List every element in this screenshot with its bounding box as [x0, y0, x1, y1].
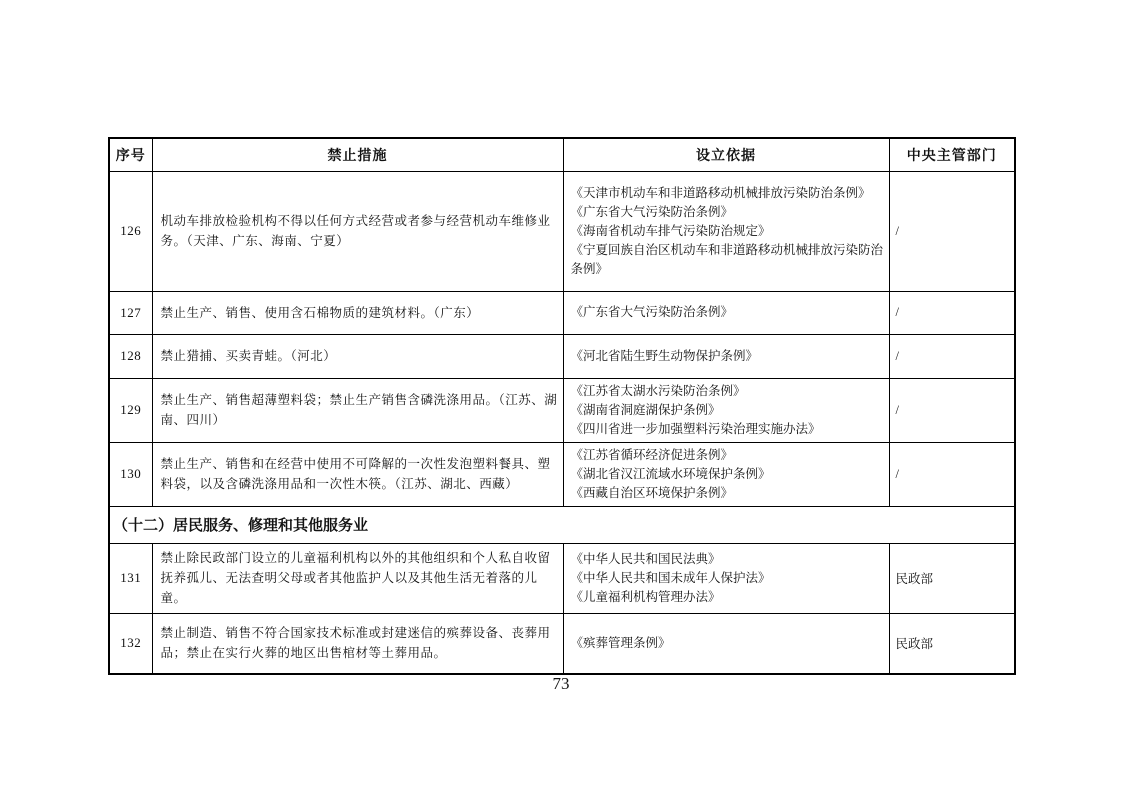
- col-header-basis: 设立依据: [563, 138, 889, 171]
- section-header-cell: （十二）居民服务、修理和其他服务业: [109, 506, 1015, 543]
- basis-line: 《河北省陆生野生动物保护条例》: [570, 348, 759, 363]
- basis-line: 《广东省大气污染防治条例》: [570, 305, 734, 319]
- row-number-cell: 131: [109, 543, 152, 613]
- measure-cell: 禁止生产、销售、使用含石棉物质的建筑材料。（广东）: [152, 291, 563, 334]
- header-row: [109, 138, 1015, 171]
- basis-line: 《四川省进一步加强塑料污染治理实施办法》: [570, 421, 821, 436]
- basis-line: 《中华人民共和国民法典》: [570, 551, 721, 566]
- measure-cell: 机动车排放检验机构不得以任何方式经营或者参与经营机动车维修业务。（天津、广东、海南、宁夏）: [152, 171, 563, 291]
- dept-cell: /: [889, 442, 1015, 506]
- basis-line: 《儿童福利机构管理办法》: [570, 589, 721, 604]
- col-header-measure: 禁止措施: [152, 138, 563, 171]
- prohibition-table: [108, 137, 1016, 675]
- basis-line: 《殡葬管理条例》: [570, 635, 671, 650]
- section-row: [109, 506, 1015, 543]
- row-number-cell: 132: [109, 613, 152, 674]
- basis-line: 《湖南省洞庭湖保护条例》: [570, 402, 721, 417]
- basis-cell: [563, 613, 889, 674]
- measure-cell: 禁止除民政部门设立的儿童福利机构以外的其他组织和个人私自收留抚养孤儿、无法查明父母或者其他监护人以及其他生活无着落的儿童。: [152, 543, 563, 613]
- dept-cell: 民政部: [889, 613, 1015, 674]
- measure-cell: 禁止生产、销售超薄塑料袋；禁止生产销售含磷洗涤用品。（江苏、湖南、四川）: [152, 378, 563, 442]
- basis-cell: [563, 334, 889, 378]
- basis-line: 《宁夏回族自治区机动车和非道路移动机械排放污染防治条例》: [570, 242, 884, 276]
- table-row: [109, 291, 1015, 334]
- basis-line: 《西藏自治区环境保护条例》: [570, 485, 734, 500]
- basis-line: 《江苏省太湖水污染防治条例》: [570, 383, 746, 398]
- table-row: [109, 442, 1015, 506]
- basis-cell: [563, 442, 889, 506]
- measure-cell: 禁止制造、销售不符合国家技术标准或封建迷信的殡葬设备、丧葬用品；禁止在实行火葬的地区出售棺材等土葬用品。: [152, 613, 563, 674]
- dept-cell: 民政部: [889, 543, 1015, 613]
- page-number: 73: [552, 674, 570, 693]
- table-row: [109, 613, 1015, 674]
- row-number-cell: 127: [109, 291, 152, 334]
- basis-cell: [563, 291, 889, 334]
- basis-line: 《广东省大气污染防治条例》: [570, 204, 734, 219]
- dept-cell: /: [889, 378, 1015, 442]
- col-header-department: 中央主管部门: [889, 138, 1015, 171]
- basis-line: 《中华人民共和国未成年人保护法》: [570, 570, 771, 585]
- table-row: [109, 334, 1015, 378]
- basis-line: 《天津市机动车和非道路移动机械排放污染防治条例》: [570, 185, 871, 200]
- table-row: [109, 543, 1015, 613]
- dept-cell: /: [889, 334, 1015, 378]
- table-header: [109, 138, 1015, 171]
- table-row: [109, 378, 1015, 442]
- measure-cell: 禁止生产、销售和在经营中使用不可降解的一次性发泡塑料餐具、塑料袋，以及含磷洗涤用品和一次性木筷。（江苏、湖北、西藏）: [152, 442, 563, 506]
- table-body: [109, 171, 1015, 674]
- row-number-cell: 128: [109, 334, 152, 378]
- dept-cell: /: [889, 171, 1015, 291]
- basis-cell: [563, 378, 889, 442]
- row-number-cell: 129: [109, 378, 152, 442]
- row-number-cell: 126: [109, 171, 152, 291]
- row-number-cell: 130: [109, 442, 152, 506]
- dept-cell: /: [889, 291, 1015, 334]
- basis-line: 《湖北省汉江流域水环境保护条例》: [570, 466, 771, 481]
- basis-cell: [563, 171, 889, 291]
- basis-line: 《江苏省循环经济促进条例》: [570, 447, 734, 462]
- table-row: [109, 171, 1015, 291]
- basis-cell: [563, 543, 889, 613]
- col-header-serial: 序号: [109, 138, 152, 171]
- measure-cell: 禁止猎捕、买卖青蛙。（河北）: [152, 334, 563, 378]
- basis-line: 《海南省机动车排气污染防治规定》: [570, 223, 771, 238]
